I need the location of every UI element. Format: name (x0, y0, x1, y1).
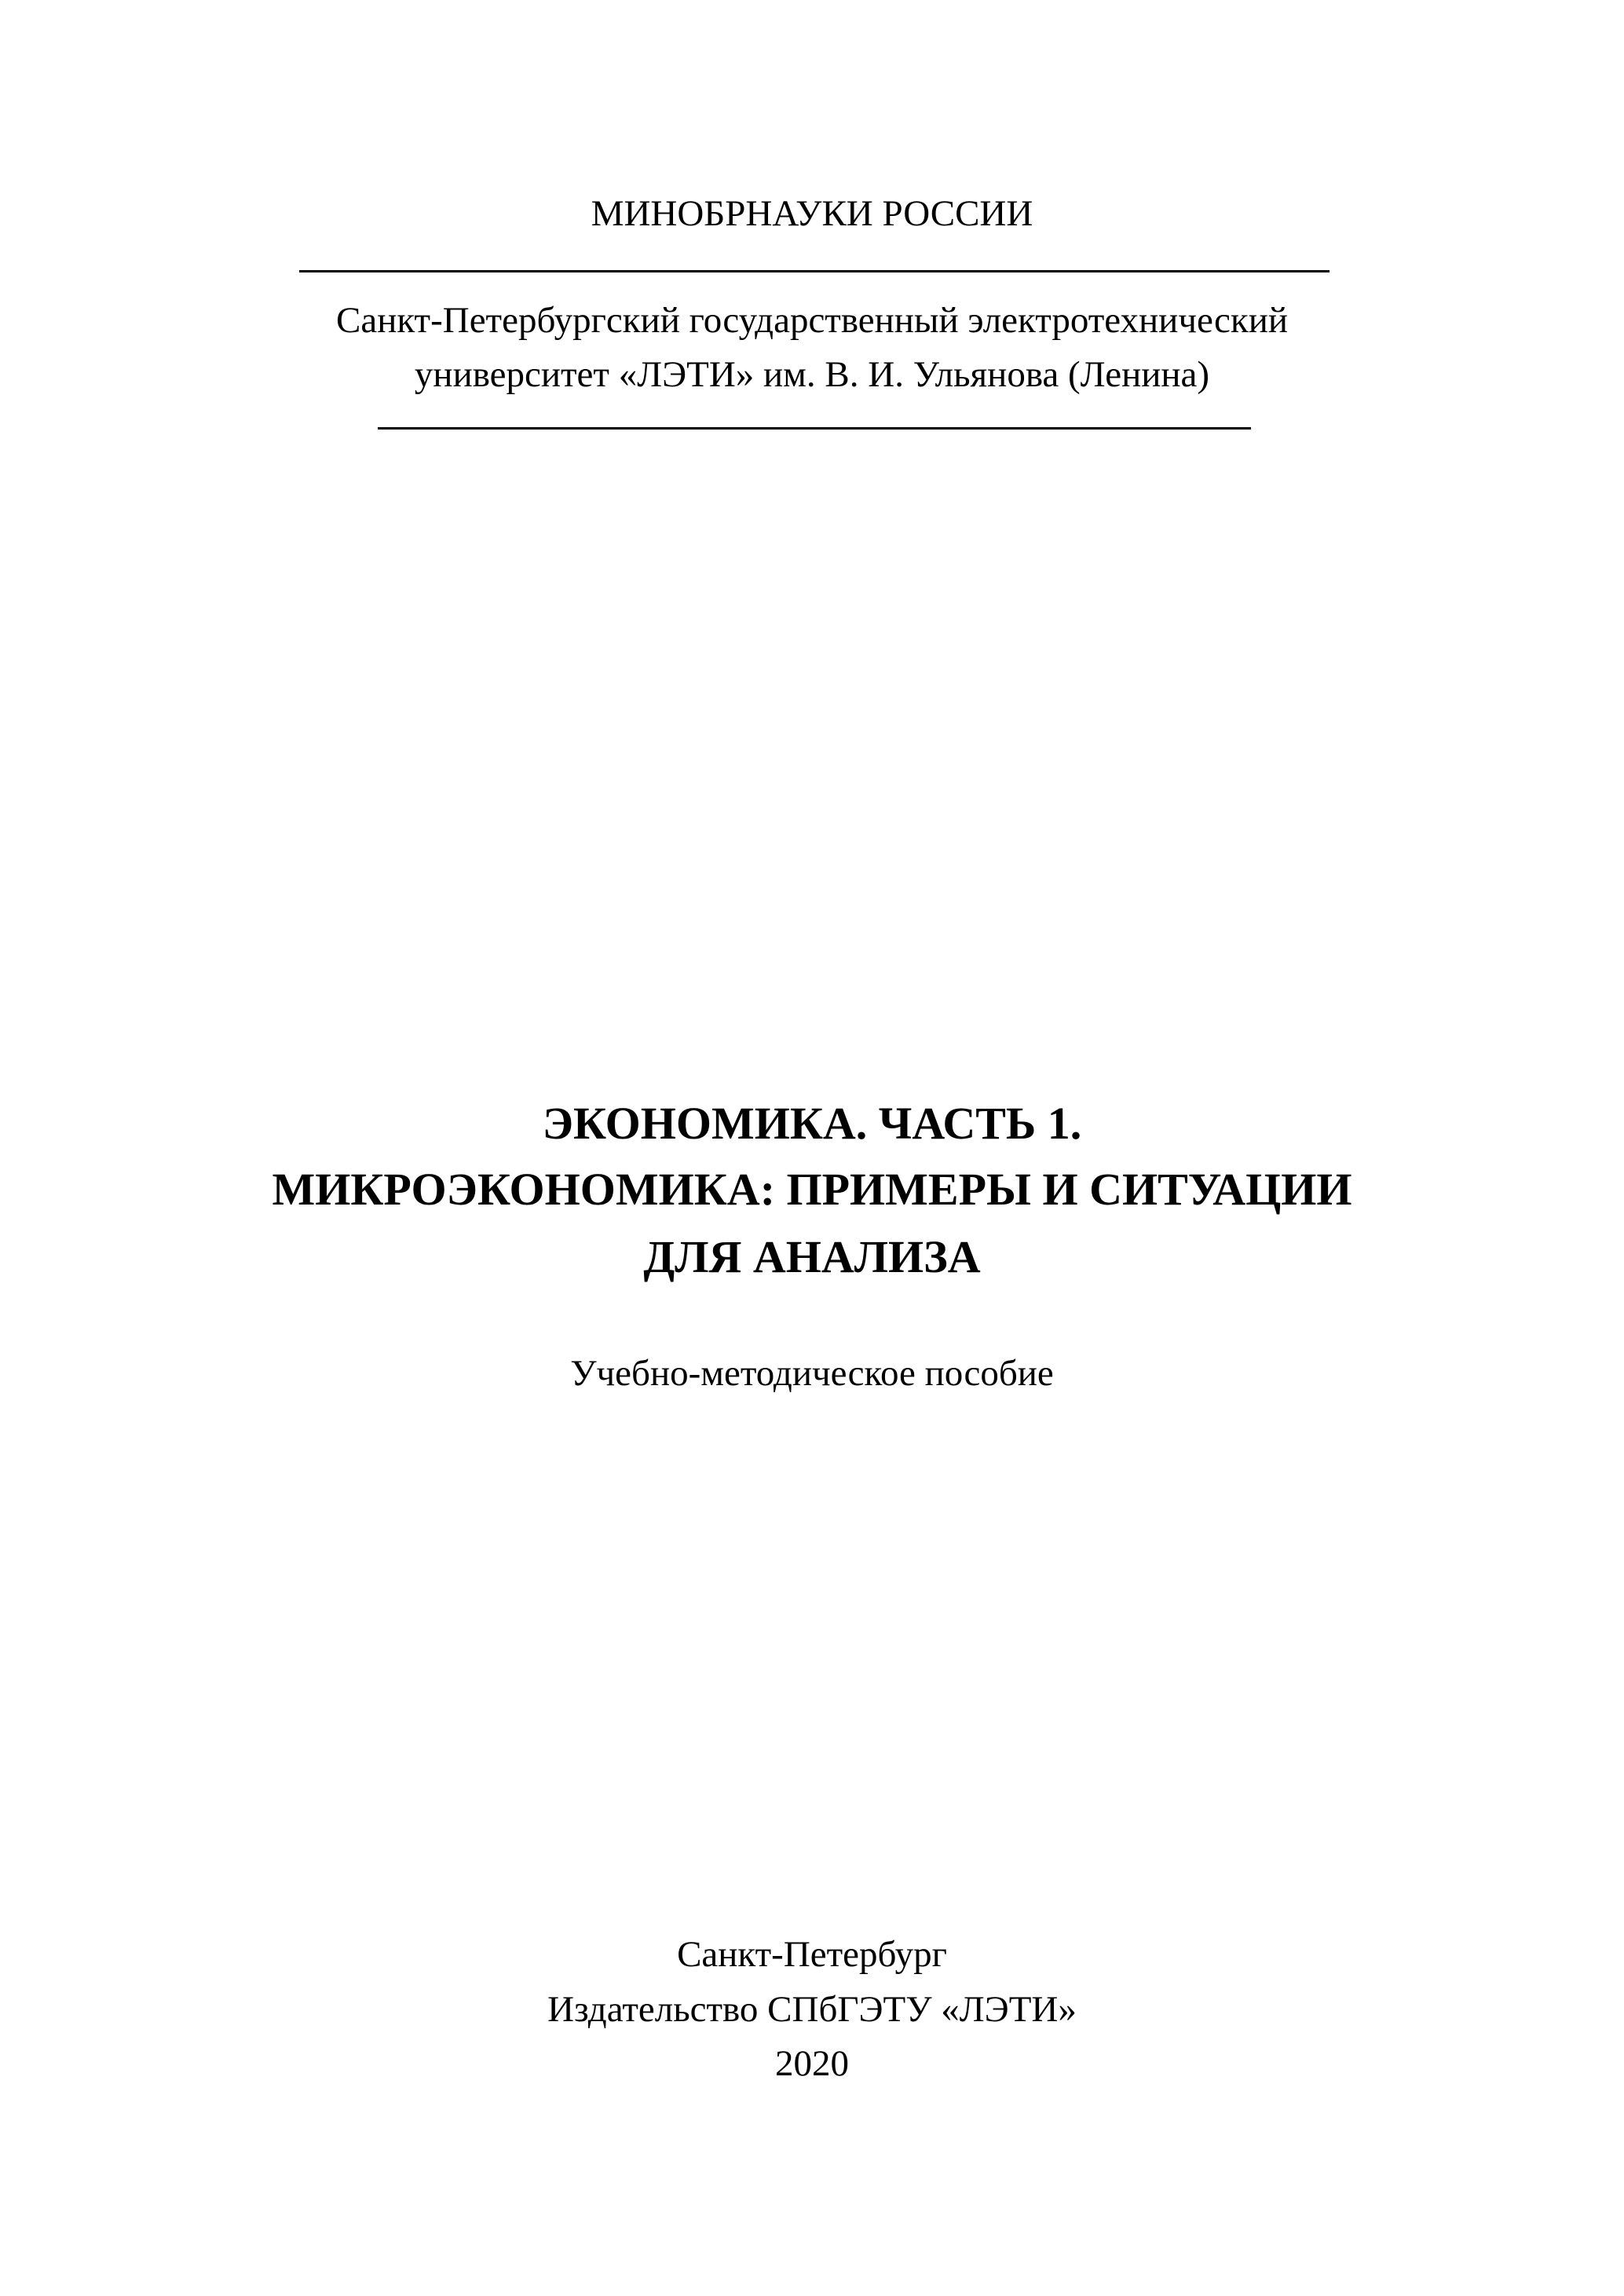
university-name-line-1: Санкт-Петербургский государственный электротехнический (335, 300, 1289, 341)
publication-city: Санкт-Петербург (677, 1934, 947, 1975)
document-title-line-3: ДЛЯ АНАЛИЗА (643, 1231, 981, 1282)
document-type: Учебно-методическое пособие (570, 1353, 1054, 1394)
header-divider-top (299, 270, 1330, 272)
publisher-name: Издательство СПбГЭТУ «ЛЭТИ» (547, 1989, 1077, 2030)
publication-year: 2020 (775, 2043, 849, 2084)
document-title-line-1: ЭКОНОМИКА. ЧАСТЬ 1. (542, 1098, 1082, 1149)
ministry-name: МИНОБРНАУКИ РОССИИ (591, 193, 1033, 234)
document-title-line-2: МИКРОЭКОНОМИКА: ПРИМЕРЫ И СИТУАЦИИ (272, 1164, 1352, 1215)
header-divider-bottom (378, 427, 1251, 430)
university-name-line-2: университет «ЛЭТИ» им. В. И. Ульянова (Ленина) (414, 354, 1210, 395)
